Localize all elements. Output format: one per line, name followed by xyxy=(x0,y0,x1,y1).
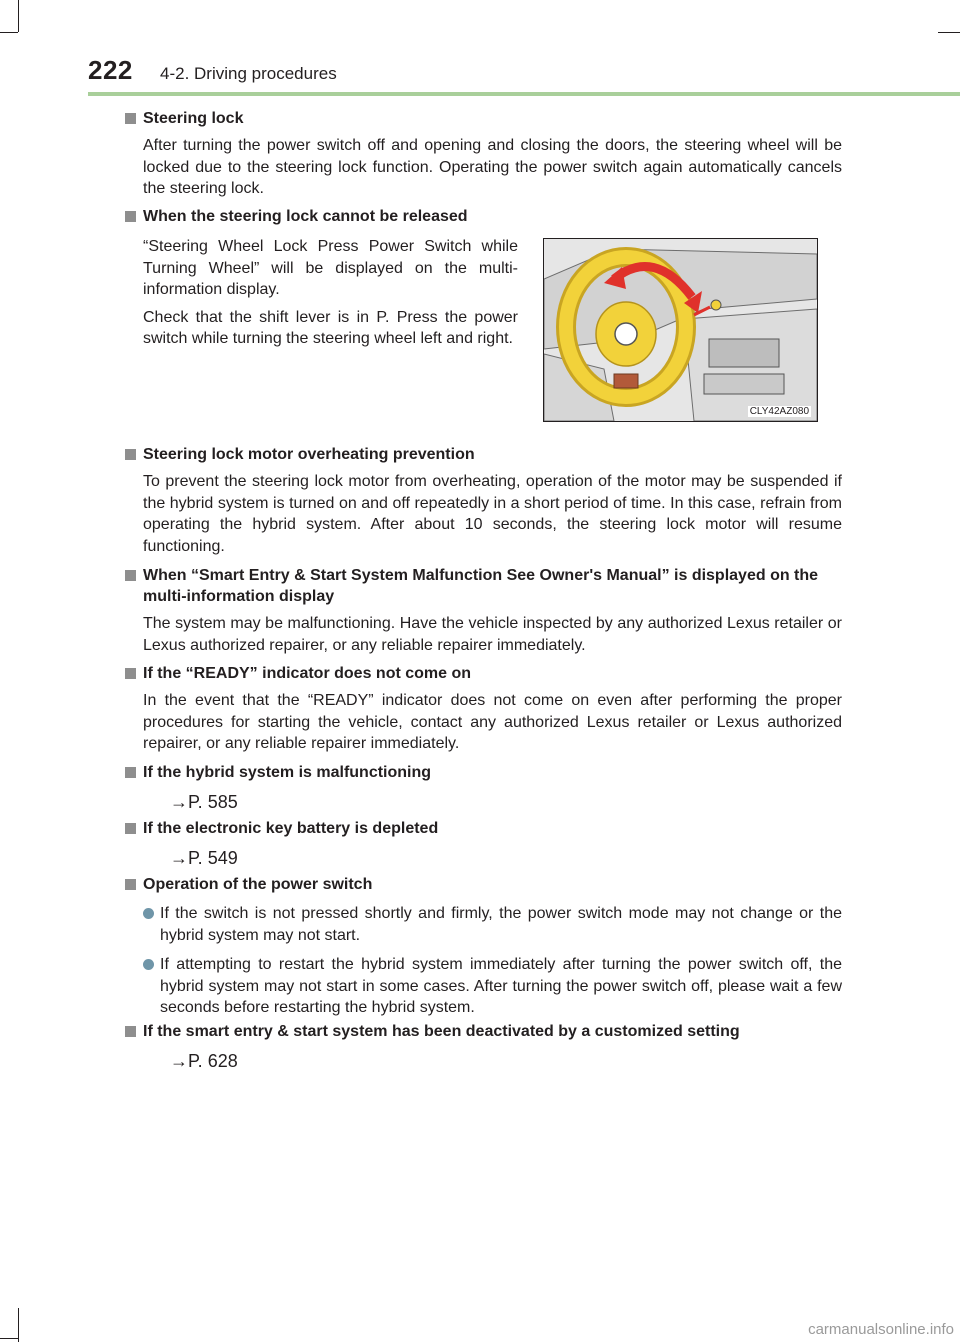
section-steering-lock xyxy=(124,108,842,200)
section-power-switch-operation xyxy=(124,874,842,1019)
section-key-battery xyxy=(124,818,842,870)
figure-label: CLY42AZ080 xyxy=(749,406,809,417)
page-reference[interactable]: →P. 549 xyxy=(170,848,238,868)
section-heading: Steering lock xyxy=(124,108,842,129)
section-heading: If the smart entry & start system has been deactivated by a customized setting xyxy=(124,1021,842,1042)
section-body: To prevent the steering lock motor from overheating, operation of the motor may be suspended if the hybrid system is turned on and off repeatedly in a short period of time. In this case, refrain from operating the hybrid system. After about 10 seconds, the steering lock motor will resume functioning. xyxy=(143,473,842,555)
square-bullet-icon xyxy=(125,449,136,460)
section-smart-entry-deactivated xyxy=(124,1021,842,1073)
section-body: In the event that the “READY” indicator does not come on even after performing the proper procedures for starting the vehicle, contact any authorized Lexus retailer or Lexus authorized repairer, or any reliable repairer immediately. xyxy=(143,692,842,752)
section-heading: Operation of the power switch xyxy=(124,874,842,895)
square-bullet-icon xyxy=(125,211,136,222)
square-bullet-icon xyxy=(125,570,136,581)
list-item: If attempting to restart the hybrid system immediately after turning the power switch off, the hybrid system may not start in some cases. After turning the power switch off, please wait a few seconds before restarting the hybrid system. xyxy=(143,954,842,1019)
paragraph: “Steering Wheel Lock Press Power Switch while Turning Wheel” will be displayed on the multi-information display. xyxy=(143,238,518,298)
section-motor-overheating xyxy=(124,444,842,557)
section-heading: When the steering lock cannot be released xyxy=(124,206,842,227)
section-body: After turning the power switch off and opening and closing the doors, the steering wheel will be locked due to the steering lock function. Operating the power switch again automatically cancels the steering lock. xyxy=(143,137,842,197)
square-bullet-icon xyxy=(125,823,136,834)
crop-mark-top-left-h xyxy=(0,32,18,33)
section-heading: Steering lock motor overheating prevention xyxy=(124,444,842,465)
section-steering-lock-not-released xyxy=(124,206,842,227)
paragraph: Check that the shift lever is in P. Press the power switch while turning the steering wheel left and right. xyxy=(143,308,518,347)
section-heading: If the electronic key battery is depleted xyxy=(124,818,842,839)
page-header xyxy=(88,52,960,88)
crop-mark-bottom-left-h xyxy=(0,1338,18,1339)
crop-mark-top-right-h xyxy=(938,32,960,33)
square-bullet-icon xyxy=(125,767,136,778)
crop-mark-bottom-left-v xyxy=(18,1308,19,1342)
square-bullet-icon xyxy=(125,113,136,124)
section-heading: If the “READY” indicator does not come on xyxy=(124,663,842,684)
round-bullet-icon xyxy=(143,959,154,970)
page-reference[interactable]: →P. 628 xyxy=(170,1051,238,1071)
section-paragraphs xyxy=(143,236,518,350)
section-malfunction-message xyxy=(124,565,842,656)
header-rule xyxy=(88,92,960,96)
section-title: 4-2. Driving procedures xyxy=(160,64,337,83)
section-hybrid-malfunction xyxy=(124,762,842,814)
list-item: If the switch is not pressed shortly and firmly, the power switch mode may not change or the hybrid system may not start. xyxy=(143,903,842,946)
square-bullet-icon xyxy=(125,668,136,679)
steering-wheel-illustration xyxy=(543,238,818,422)
dashboard-drawing xyxy=(544,239,817,421)
page-reference[interactable]: →P. 585 xyxy=(170,792,238,812)
watermark: carmanualsonline.info xyxy=(808,1321,954,1338)
section-ready-indicator xyxy=(124,663,842,755)
section-heading: If the hybrid system is malfunctioning xyxy=(124,762,842,783)
round-bullet-icon xyxy=(143,908,154,919)
square-bullet-icon xyxy=(125,1026,136,1037)
crop-mark-top-left-v xyxy=(18,0,19,32)
section-heading: When “Smart Entry & Start System Malfunction See Owner's Manual” is displayed on the multi-information display xyxy=(124,565,842,607)
square-bullet-icon xyxy=(125,879,136,890)
page-number: 222 xyxy=(88,55,133,85)
section-body: The system may be malfunctioning. Have the vehicle inspected by any authorized Lexus retailer or Lexus authorized repairer, or any reliable repairer immediately. xyxy=(143,615,842,654)
